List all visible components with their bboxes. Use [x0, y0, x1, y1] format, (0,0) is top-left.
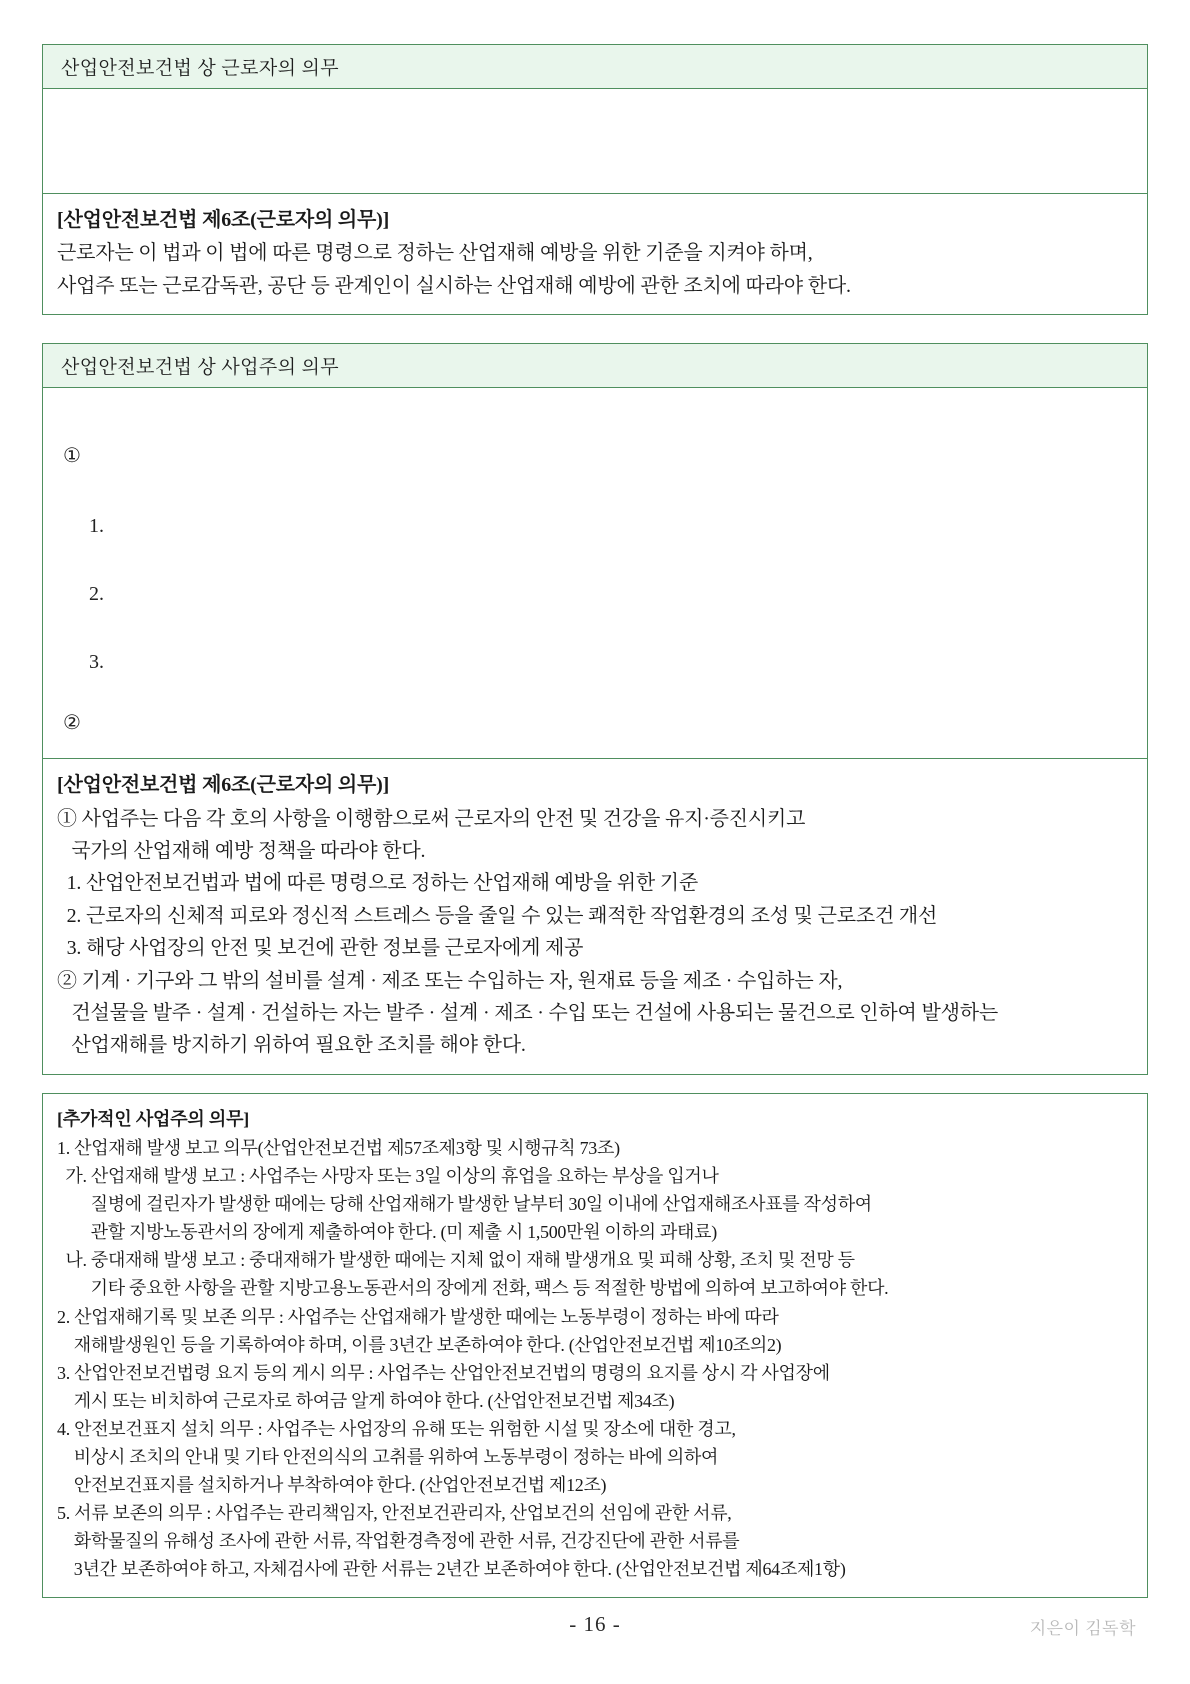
employer-law-line: 산업재해를 방지하기 위하여 필요한 조치를 해야 한다.	[57, 1034, 526, 1057]
employer-law-line: 3. 해당 사업장의 안전 및 보건에 관한 정보를 근로자에게 제공	[57, 937, 584, 960]
additional-duties-line: 게시 또는 비치하여 근로자로 하여금 알게 하여야 한다. (산업안전보건법 제34조)	[57, 1390, 675, 1411]
additional-duties-line: 화학물질의 유해성 조사에 관한 서류, 작업환경측정에 관한 서류, 건강진단에 관한 서류를	[57, 1531, 740, 1552]
additional-duties-line: 나. 중대재해 발생 보고 : 중대재해가 발생한 때에는 지체 없이 재해 발생개요 및 피해 상황, 조치 및 전망 등	[57, 1250, 855, 1271]
employer-law-line: 2. 근로자의 신체적 피로와 정신적 스트레스 등을 줄일 수 있는 쾌적한 작업환경의 조성 및 근로조건 개선	[57, 904, 938, 927]
additional-duties-line: 1. 산업재해 발생 보고 의무(산업안전보건법 제57조제3항 및 시행규칙 73조)	[57, 1138, 620, 1159]
additional-duties-line: 기타 중요한 사항을 관할 지방고용노동관서의 장에게 전화, 팩스 등 적절한 방법에 의하여 보고하여야 한다.	[57, 1278, 889, 1299]
worker-law-line: 근로자는 이 법과 이 법에 따른 명령으로 정하는 산업재해 예방을 위한 기준을 지켜야 하며,	[57, 242, 813, 265]
additional-duties-line: 재해발생원인 등을 기록하여야 하며, 이를 3년간 보존하여야 한다. (산업안전보건법 제10조의2)	[57, 1334, 782, 1355]
answer-marker-5: ②	[63, 712, 81, 735]
additional-duties-line: 3. 산업안전보건법령 요지 등의 게시 의무 : 사업주는 산업안전보건법의 명령의 요지를 상시 각 사업장에	[57, 1362, 830, 1383]
author-credit: 지은이 김독학	[1029, 1619, 1136, 1638]
additional-duties-line: 4. 안전보건표지 설치 의무 : 사업주는 사업장의 유해 또는 위험한 시설 및 장소에 대한 경고,	[57, 1418, 736, 1439]
worker-duties-box	[42, 44, 1148, 193]
answer-marker-1: ①	[63, 445, 81, 468]
employer-duties-law-box	[42, 758, 1148, 1075]
additional-duties-line: 관할 지방노동관서의 장에게 제출하여야 한다. (미 제출 시 1,500만원 이하의 과태료)	[57, 1222, 717, 1243]
employer-law-line: 1. 산업안전보건법과 법에 따른 명령으로 정하는 산업재해 예방을 위한 기준	[57, 872, 698, 895]
worker-law-title: [산업안전보건법 제6조(근로자의 의무)]	[57, 209, 390, 231]
employer-law-line: ② 기계 · 기구와 그 밖의 설비를 설계 · 제조 또는 수입하는 자, 원재료 등을 제조 · 수입하는 자,	[57, 969, 843, 992]
additional-duties-line: 질병에 걸린자가 발생한 때에는 당해 산업재해가 발생한 날부터 30일 이내에 산업재해조사표를 작성하여	[57, 1194, 872, 1215]
section-gap	[42, 1075, 1148, 1093]
additional-duties-line: 3년간 보존하여야 하고, 자체검사에 관한 서류는 2년간 보존하여야 한다. (산업안전보건법 제64조제1항)	[57, 1559, 846, 1580]
page-number: - 16 -	[569, 1612, 621, 1636]
worker-law-line: 사업주 또는 근로감독관, 공단 등 관계인이 실시하는 산업재해 예방에 관한 조치에 따라야 한다.	[57, 274, 851, 297]
answer-marker-2: 1.	[89, 515, 104, 538]
worker-duties-header: 산업안전보건법 상 근로자의 의무	[43, 45, 1147, 89]
section-worker-duties	[42, 44, 1148, 315]
page-footer	[42, 1612, 1148, 1646]
worker-duties-answer-area[interactable]	[43, 89, 1147, 193]
section-employer-duties	[42, 343, 1148, 1075]
employer-duties-answer-area[interactable]	[43, 388, 1147, 758]
employer-law-title: [산업안전보건법 제6조(근로자의 의무)]	[57, 774, 390, 797]
worker-duties-law-box	[42, 193, 1148, 315]
answer-marker-3: 2.	[89, 583, 104, 606]
employer-duties-header: 산업안전보건법 상 사업주의 의무	[43, 344, 1147, 388]
employer-law-line: 건설물을 발주 · 설계 · 건설하는 자는 발주 · 설계 · 제조 · 수입 또는 건설에 사용되는 물건으로 인하여 발생하는	[57, 1001, 998, 1024]
additional-duties-line: 안전보건표지를 설치하거나 부착하여야 한다. (산업안전보건법 제12조)	[57, 1474, 607, 1495]
additional-duties-line: 비상시 조치의 안내 및 기타 안전의식의 고취를 위하여 노동부령이 정하는 바에 의하여	[57, 1446, 719, 1467]
additional-duties-line: 가. 산업재해 발생 보고 : 사업주는 사망자 또는 3일 이상의 휴업을 요하는 부상을 입거나	[57, 1166, 719, 1187]
additional-duties-title: [추가적인 사업주의 의무]	[57, 1108, 250, 1129]
employer-duties-box	[42, 343, 1148, 758]
section-gap	[42, 315, 1148, 343]
employer-law-line: ① 사업주는 다음 각 호의 사항을 이행함으로써 근로자의 안전 및 건강을 유지·증진시키고	[57, 807, 806, 830]
answer-marker-4: 3.	[89, 651, 104, 674]
additional-duties-line: 2. 산업재해기록 및 보존 의무 : 사업주는 산업재해가 발생한 때에는 노동부령이 정하는 바에 따라	[57, 1306, 779, 1327]
additional-duties-box	[42, 1093, 1148, 1599]
employer-law-line: 국가의 산업재해 예방 정책을 따라야 한다.	[57, 839, 426, 862]
additional-duties-line: 5. 서류 보존의 의무 : 사업주는 관리책임자, 안전보건관리자, 산업보건의 선임에 관한 서류,	[57, 1503, 732, 1524]
